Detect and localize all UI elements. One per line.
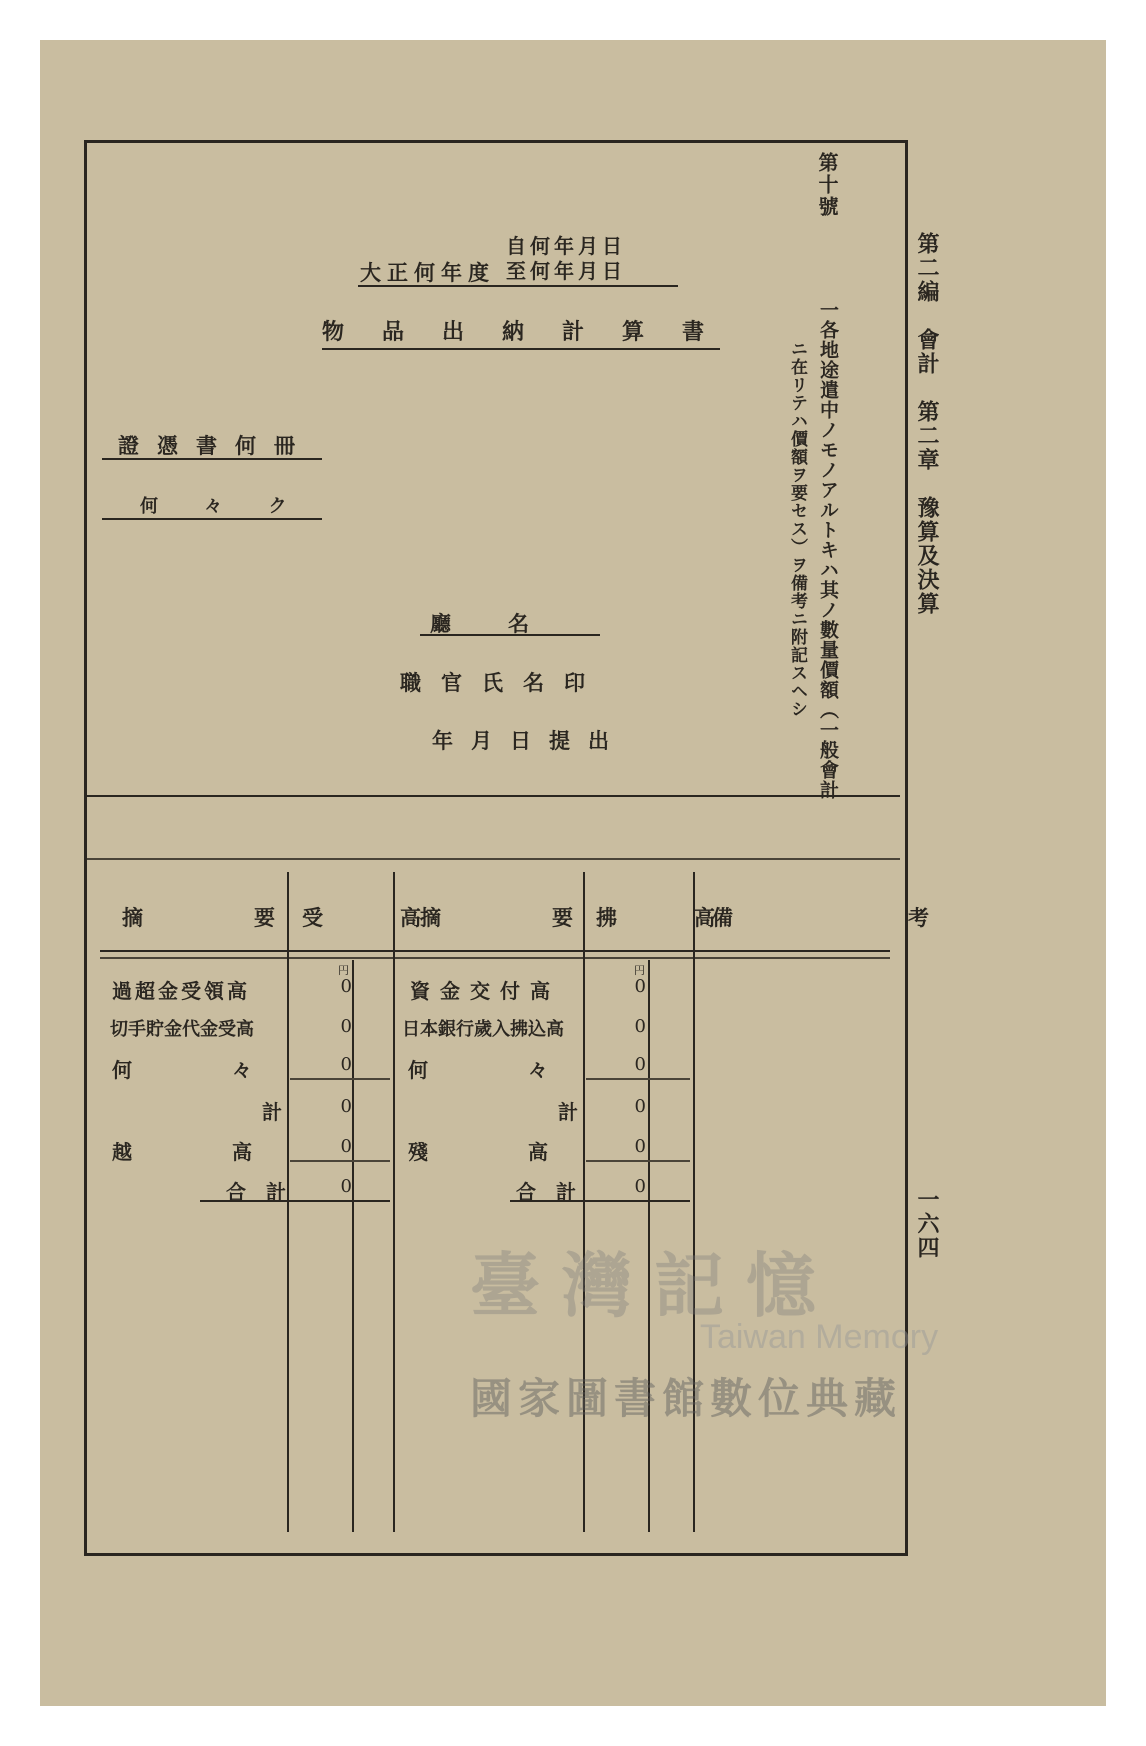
evidence-underline <box>102 458 322 460</box>
right-row-label: 日本銀行歲入拂込高 <box>402 1019 564 1040</box>
left-row-value: 0 <box>340 1096 352 1117</box>
table-top-rule-2 <box>87 858 900 860</box>
right-row-label: 殘 高 <box>408 1140 548 1164</box>
office-name: 廳 名 <box>430 611 547 636</box>
header-paid: 拂 高 <box>596 905 743 930</box>
table-top-rule <box>87 795 900 797</box>
header-received: 受 高 <box>302 905 449 930</box>
yen-unit-paid: 円 <box>634 964 645 977</box>
col-line-2 <box>352 960 354 1532</box>
header-summary-right: 摘 要 <box>420 905 585 930</box>
left-row-value: 0 <box>340 1016 352 1037</box>
left-total-rule <box>290 1160 390 1162</box>
left-row-label: 計 <box>262 1100 282 1124</box>
official-name-seal: 職官氏名印 <box>400 670 605 695</box>
left-total-underline <box>200 1200 390 1202</box>
fiscal-year: 大正何年度 <box>360 260 495 285</box>
right-row-value: 0 <box>634 1176 646 1197</box>
right-row-value: 0 <box>634 976 646 997</box>
right-row-label: 何 々 <box>408 1058 548 1082</box>
form-note-line-1: 一各地途遣中ノモノアルトキハ其ノ數量價額（一般會計 <box>817 300 839 800</box>
left-row-label: 過超金受領高 <box>112 979 250 1003</box>
header-summary-left: 摘 要 <box>122 905 287 930</box>
period-to: 至何年月日 <box>506 259 626 283</box>
left-row-value: 0 <box>340 1054 352 1075</box>
header-bottom-rule-2 <box>100 957 890 959</box>
right-total-underline <box>510 1200 690 1202</box>
right-total-rule <box>586 1160 690 1162</box>
header-remarks: 備 考 <box>712 905 957 930</box>
evidence-sub-underline <box>102 518 322 520</box>
right-row-value: 0 <box>634 1136 646 1157</box>
left-row-value: 0 <box>340 1176 352 1197</box>
evidence-sub: 何 々 ク <box>140 496 307 517</box>
form-number: 第十號 <box>815 152 839 218</box>
period-from: 自何年月日 <box>506 234 626 258</box>
col-line-1 <box>287 872 289 1532</box>
paper-sheet <box>40 40 1106 1706</box>
col-line-3 <box>393 872 395 1532</box>
right-row-value: 0 <box>634 1054 646 1075</box>
watermark-english: Taiwan Memory <box>700 1318 939 1356</box>
submission-date: 年月日提出 <box>432 728 627 753</box>
right-row-label: 合 計 <box>516 1180 576 1204</box>
title-underline <box>322 348 720 350</box>
watermark-script-logo: 臺灣記憶 <box>470 1244 838 1327</box>
watermark-library: 國家圖書館數位典藏 <box>470 1374 903 1423</box>
right-row-label: 計 <box>558 1100 578 1124</box>
col-line-6 <box>693 872 695 1532</box>
left-row-label: 何 々 <box>112 1058 252 1082</box>
right-row-label: 資金交付高 <box>410 979 560 1003</box>
left-row-label: 合 計 <box>226 1180 286 1204</box>
yen-unit-received: 円 <box>338 964 349 977</box>
right-subtotal-rule <box>586 1078 690 1080</box>
period-underline <box>358 285 678 287</box>
form-title: 物品出納計算書 <box>322 319 743 345</box>
page-number: 一六四 <box>914 1188 940 1260</box>
form-note-line-2: ニ在リテハ價額ヲ要セス）ヲ備考ニ附記スヘシ <box>787 340 807 718</box>
header-bottom-rule <box>100 950 890 952</box>
right-row-value: 0 <box>634 1016 646 1037</box>
chapter-title: 第二編 會計 第二章 豫算及決算 <box>914 232 940 616</box>
left-row-label: 切手貯金代金受高 <box>110 1019 254 1040</box>
office-underline <box>420 634 600 636</box>
left-row-value: 0 <box>340 1136 352 1157</box>
left-row-value: 0 <box>340 976 352 997</box>
left-row-label: 越 高 <box>112 1140 252 1164</box>
col-line-4 <box>583 872 585 1532</box>
left-subtotal-rule <box>290 1078 390 1080</box>
evidence-books: 證憑書何冊 <box>118 433 313 458</box>
right-row-value: 0 <box>634 1096 646 1117</box>
